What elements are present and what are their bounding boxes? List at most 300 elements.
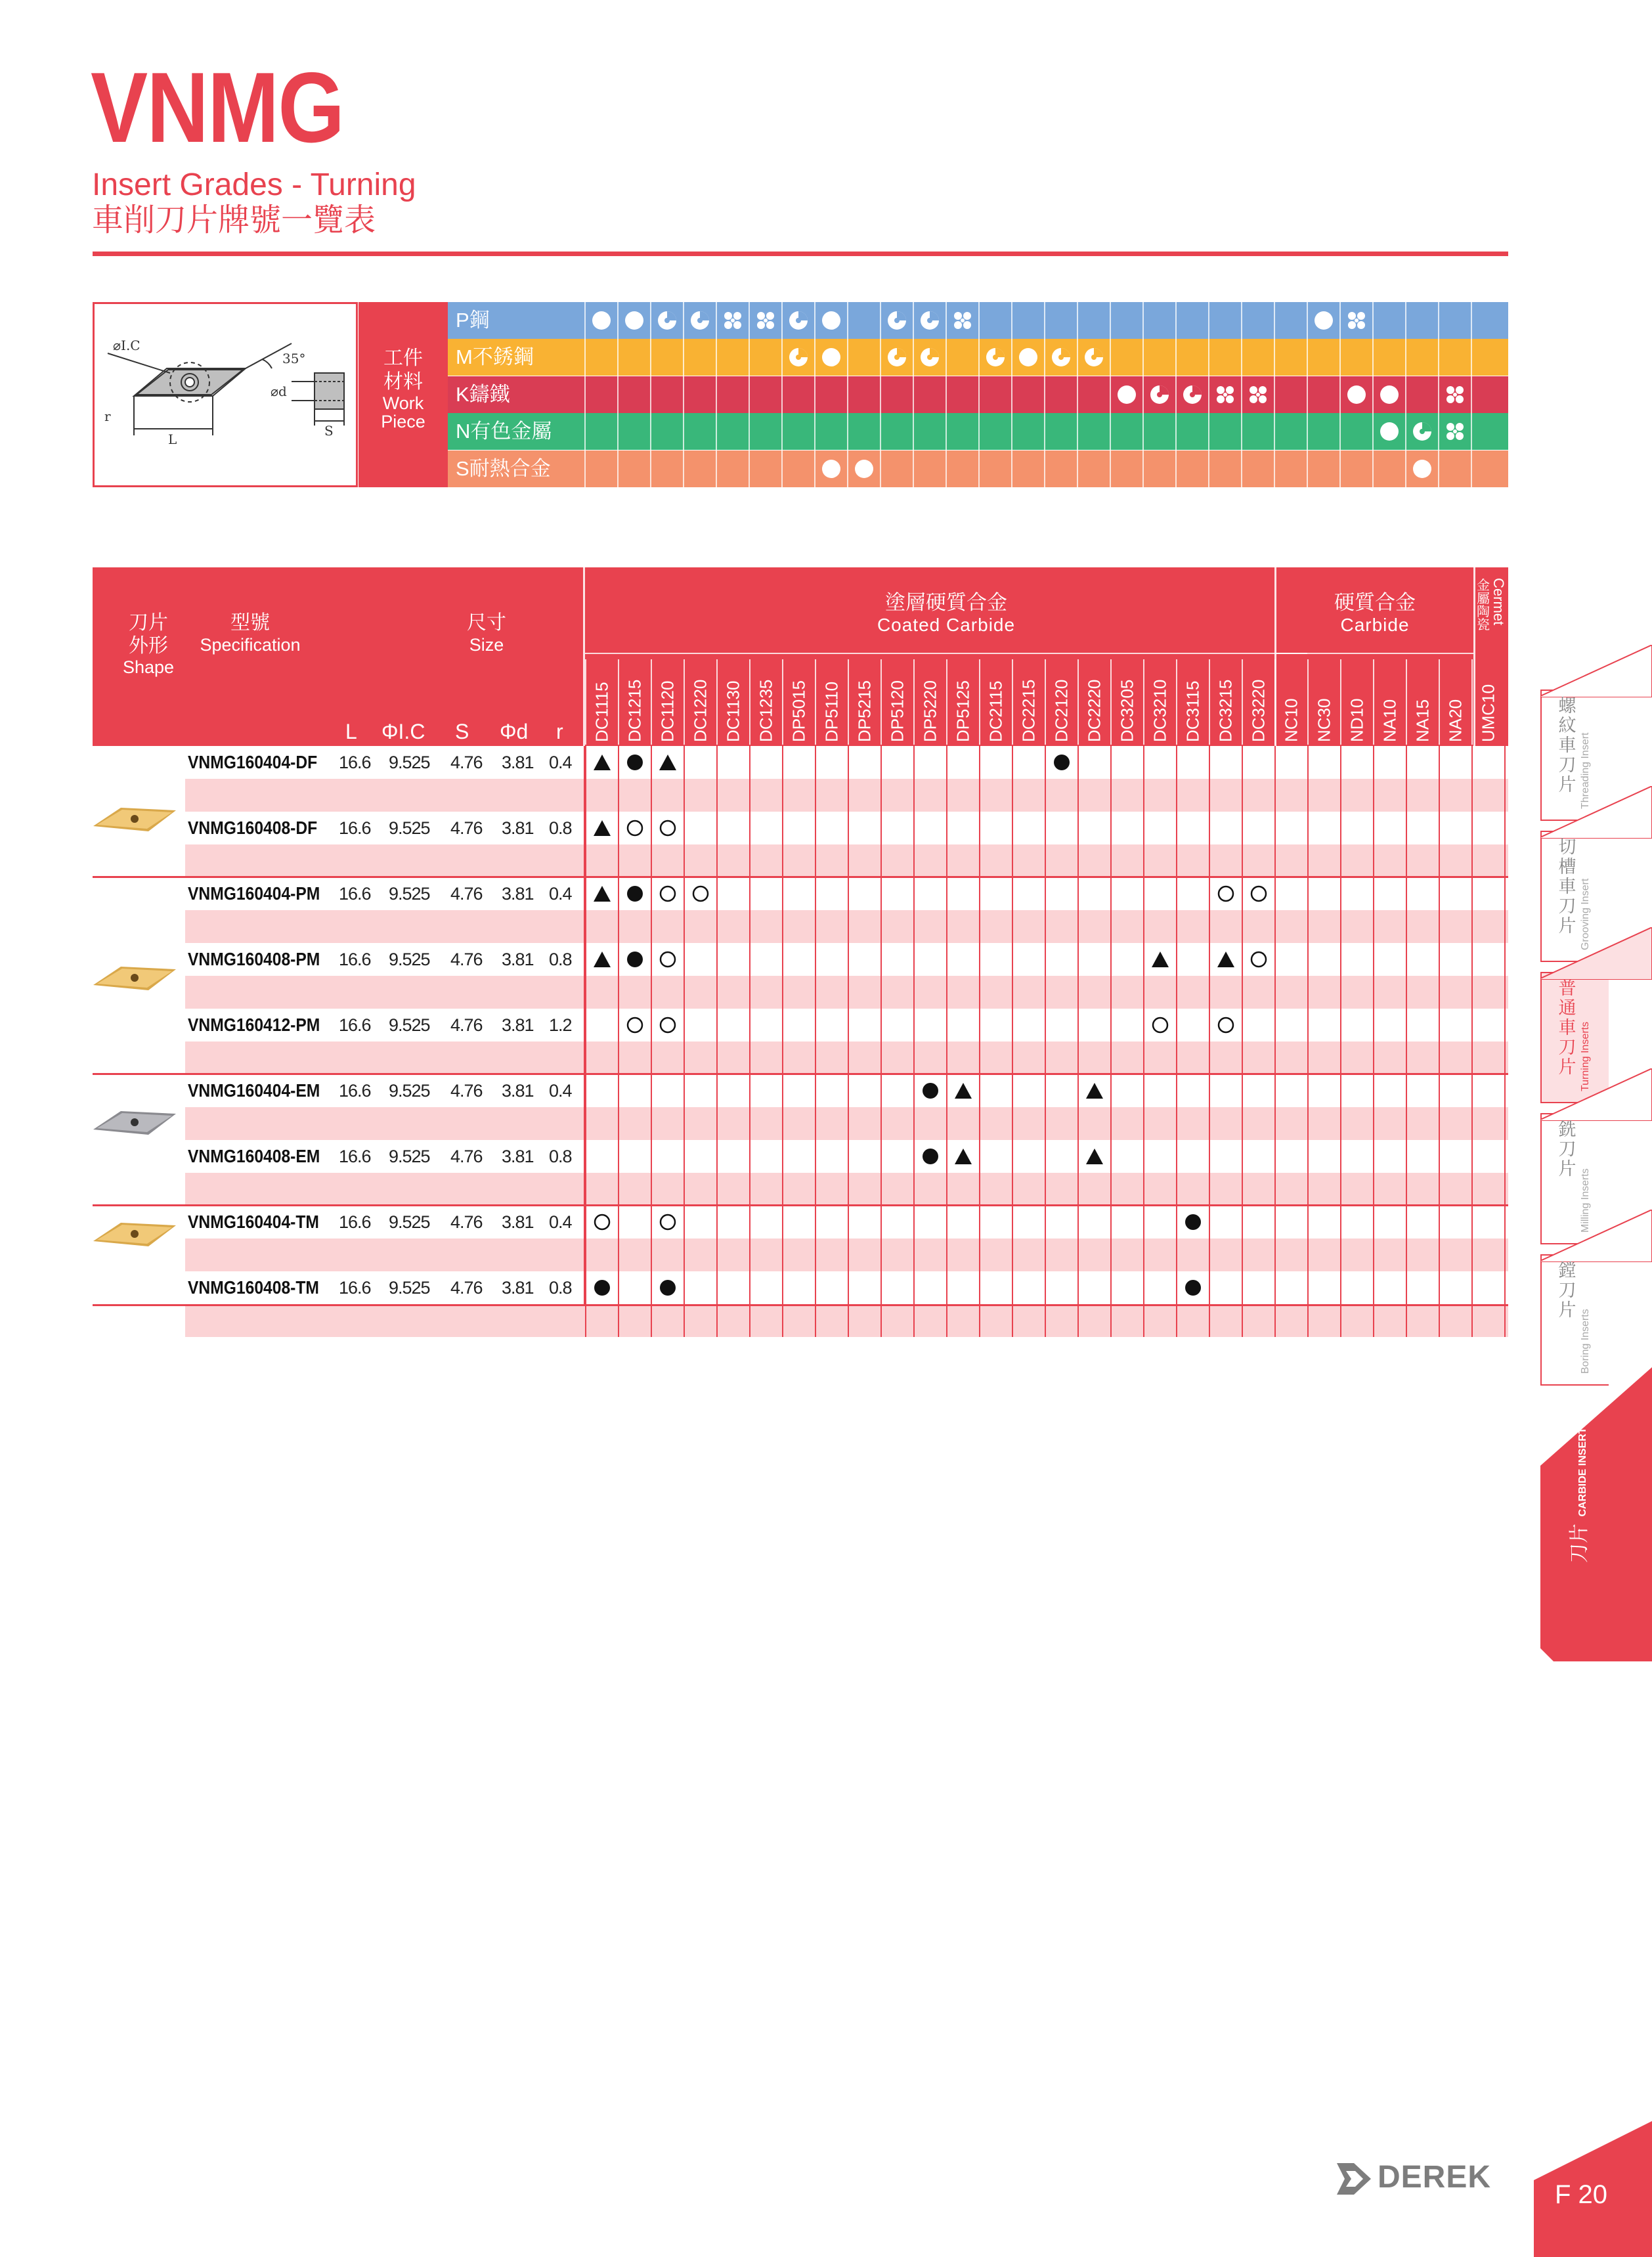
grade-cell [815, 1074, 848, 1107]
section-tab[interactable] [1540, 1346, 1652, 1675]
grade-cell [1242, 844, 1274, 877]
grade-cell [1406, 1206, 1439, 1238]
workpiece-cell [913, 450, 946, 487]
workpiece-cell [749, 450, 781, 487]
grade-cell [1012, 976, 1045, 1009]
grade-cell [651, 844, 684, 877]
grade-cell [684, 844, 716, 877]
spec-header-zh: 型號 [230, 612, 270, 634]
dimension-value: 4.76 [450, 1081, 483, 1101]
grade-cell [913, 1271, 946, 1304]
grade-cell [585, 746, 618, 779]
table-row-spacer [185, 910, 1508, 943]
side-tab-label-zh: 普通車刀片 [1558, 978, 1576, 1077]
grade-cell [1209, 1304, 1242, 1337]
workpiece-cell [1405, 376, 1438, 413]
grade-cell [1340, 1173, 1373, 1206]
svg-text:⌀d: ⌀d [271, 383, 287, 399]
grade-cell [684, 1173, 716, 1206]
grade-cell [1209, 1074, 1242, 1107]
grade-cell [1143, 1304, 1176, 1337]
grade-cell [1471, 1107, 1504, 1140]
grade-cell [1307, 1173, 1340, 1206]
side-tab-label-zh: 螺紋車刀片 [1558, 696, 1576, 795]
grade-cell [815, 1173, 848, 1206]
grade-column-header [880, 659, 913, 745]
suitability-icon [1444, 383, 1466, 406]
shape-header-zh-1: 刀片 [129, 612, 168, 634]
grade-cell [1012, 1041, 1045, 1074]
grade-cell [979, 976, 1012, 1009]
dimension-value: 3.81 [502, 1278, 534, 1298]
grade-cell [1012, 1304, 1045, 1337]
grade-cell [1209, 844, 1242, 877]
grade-cell [1307, 1009, 1340, 1041]
grade-cell [1012, 943, 1045, 976]
grade-cell [1143, 1107, 1176, 1140]
workpiece-cell [781, 339, 814, 376]
grade-cell [585, 976, 618, 1009]
workpiece-cell [1372, 450, 1405, 487]
grade-cell [1471, 976, 1504, 1009]
workpiece-cell [847, 413, 880, 450]
grade-cell [585, 910, 618, 943]
grade-cell [782, 1206, 815, 1238]
workpiece-cell [716, 413, 749, 450]
suitability-icon [1345, 309, 1368, 332]
grade-cell [1471, 1074, 1504, 1107]
grade-code: DC1120 [657, 680, 678, 742]
open-circle-icon [1249, 950, 1269, 969]
grade-cell [1439, 1206, 1471, 1238]
grade-cell [1077, 877, 1110, 910]
grade-cell [1045, 910, 1077, 943]
grade-cell [1242, 812, 1274, 844]
suitability-icon [689, 309, 711, 332]
suitability-icon [886, 346, 908, 368]
grade-cell [651, 746, 684, 779]
grade-code: DC3205 [1117, 679, 1137, 742]
suitability-icon [1411, 458, 1433, 480]
grade-cell [1471, 746, 1504, 779]
workpiece-cell [847, 302, 880, 339]
dimension-value: 16.6 [339, 1278, 371, 1298]
grade-cell [1439, 1041, 1471, 1074]
grade-column-header [913, 659, 946, 745]
workpiece-cell [1011, 450, 1044, 487]
workpiece-cell [913, 339, 946, 376]
grade-cell [1143, 877, 1176, 910]
grade-cell [848, 1107, 880, 1140]
dimension-value: 4.76 [450, 884, 483, 904]
workpiece-cell [749, 376, 781, 413]
suitability-icon [1345, 383, 1368, 406]
grade-cell [749, 1238, 782, 1271]
workpiece-cell [1110, 339, 1142, 376]
grade-code: NA15 [1412, 699, 1433, 742]
workpiece-cell [1011, 376, 1044, 413]
filled-circle-icon [592, 1278, 612, 1298]
grade-code: DC3215 [1215, 679, 1236, 742]
grade-cell [749, 1304, 782, 1337]
grade-cell [1110, 779, 1143, 812]
workpiece-cell [1208, 450, 1241, 487]
grade-cell [1110, 943, 1143, 976]
workpiece-cell [1372, 339, 1405, 376]
workpiece-cell [1471, 376, 1504, 413]
filled-circle-icon [625, 884, 645, 904]
grade-cell [1143, 1206, 1176, 1238]
workpiece-cell [617, 413, 650, 450]
grade-cell [1242, 877, 1274, 910]
grade-cell [1307, 779, 1340, 812]
insert-df-image [91, 801, 179, 839]
table-row-spacer [185, 844, 1508, 877]
grade-cell [848, 1009, 880, 1041]
dimension-value: 16.6 [339, 950, 371, 969]
grade-cell [1176, 1238, 1209, 1271]
grade-code: DC2120 [1051, 679, 1072, 742]
workpiece-cell [1405, 450, 1438, 487]
grade-cell [1439, 812, 1471, 844]
grade-cell [1307, 746, 1340, 779]
workpiece-cell [978, 339, 1011, 376]
grade-cell [1012, 1238, 1045, 1271]
tab-slant-icon [1540, 1210, 1652, 1262]
grade-cell [1110, 1140, 1143, 1173]
grade-cell [979, 779, 1012, 812]
grade-cell [1406, 1074, 1439, 1107]
grade-cell [1242, 1009, 1274, 1041]
open-circle-icon [691, 884, 710, 904]
grade-cell [979, 746, 1012, 779]
grade-cell [1045, 1271, 1077, 1304]
suitability-icon [886, 309, 908, 332]
suitability-icon [1083, 346, 1105, 368]
grade-cell [1143, 1140, 1176, 1173]
workpiece-cell [1405, 339, 1438, 376]
insert-dimension-diagram [93, 302, 358, 487]
grade-cell [1143, 943, 1176, 976]
coated-carbide-en: Coated Carbide [877, 614, 1016, 635]
grade-cell [782, 1173, 815, 1206]
dimension-value: 16.6 [339, 1081, 371, 1101]
dimension-value: 16.6 [339, 818, 371, 838]
grade-cell [1439, 1304, 1471, 1337]
grade-cell [815, 746, 848, 779]
grade-cell [1077, 976, 1110, 1009]
grade-column-header [1340, 659, 1373, 745]
grade-cell [749, 1271, 782, 1304]
grade-cell [1307, 910, 1340, 943]
grade-cell [782, 1074, 815, 1107]
grade-cell [1373, 1140, 1406, 1173]
grade-cell [716, 910, 749, 943]
grade-cell [1340, 1041, 1373, 1074]
grade-cell [651, 779, 684, 812]
grade-cell [749, 943, 782, 976]
grade-cell [1373, 943, 1406, 976]
grade-cell [1471, 910, 1504, 943]
insert-em-image [91, 1105, 179, 1143]
workpiece-cell [1142, 450, 1175, 487]
side-tab-label-en: Turning Inserts [1580, 1021, 1591, 1091]
grade-code: NC30 [1314, 698, 1334, 742]
grade-cell [1242, 1206, 1274, 1238]
workpiece-name: K鑄鐵 [456, 382, 510, 406]
grade-cell [979, 1173, 1012, 1206]
workpiece-cell [1142, 413, 1175, 450]
size-header-en: Size [469, 634, 504, 655]
grade-cell [1439, 943, 1471, 976]
grade-cell [1143, 910, 1176, 943]
grade-cell [880, 1009, 913, 1041]
suitability-icon [656, 309, 678, 332]
grade-cell [1077, 1140, 1110, 1173]
grade-cell [749, 976, 782, 1009]
grade-cell [815, 1009, 848, 1041]
workpiece-cell [1438, 339, 1471, 376]
grade-cell [1012, 1271, 1045, 1304]
svg-text:⌀I.C: ⌀I.C [113, 338, 141, 353]
grade-code: DC3220 [1248, 679, 1269, 742]
workpiece-cell [1175, 339, 1208, 376]
grade-cell [1176, 844, 1209, 877]
open-circle-icon [625, 1015, 645, 1035]
grade-cell [880, 943, 913, 976]
workpiece-cell [1110, 302, 1142, 339]
grade-cell [1340, 779, 1373, 812]
grade-cell [716, 1271, 749, 1304]
grade-cell [1242, 1074, 1274, 1107]
table-row-spacer [185, 1173, 1508, 1206]
suitability-icon [1378, 383, 1401, 406]
grade-cell [716, 1238, 749, 1271]
workpiece-cell [749, 339, 781, 376]
grade-cell [1406, 779, 1439, 812]
grade-column-header [1077, 659, 1110, 745]
grade-cell [1274, 877, 1307, 910]
grade-column-header [1176, 659, 1209, 745]
grade-column-header [1439, 659, 1471, 745]
grade-cell [946, 976, 979, 1009]
grade-cell [1143, 1238, 1176, 1271]
grade-cell [880, 877, 913, 910]
grade-cell [1176, 1009, 1209, 1041]
grade-cell [1110, 1107, 1143, 1140]
workpiece-cell [1307, 413, 1339, 450]
grade-cell [618, 910, 651, 943]
grade-cell [782, 1238, 815, 1271]
grade-code: DC2215 [1018, 679, 1039, 742]
grade-cell [684, 1271, 716, 1304]
table-row-spacer [185, 976, 1508, 1009]
grade-cell [716, 746, 749, 779]
grade-cell [749, 812, 782, 844]
dimension-value: 4.76 [450, 818, 483, 838]
dimension-value: 3.81 [502, 1212, 534, 1232]
workpiece-row [448, 339, 1508, 376]
grade-cell [749, 779, 782, 812]
workpiece-cell [1077, 413, 1110, 450]
grade-cell [946, 746, 979, 779]
derek-logo-icon [1336, 2160, 1372, 2197]
suitability-icon [754, 309, 777, 332]
grade-cell [815, 1041, 848, 1074]
grade-cell [1439, 844, 1471, 877]
workpiece-cell [1438, 302, 1471, 339]
grade-cell [749, 1009, 782, 1041]
workpiece-cell [1077, 339, 1110, 376]
workpiece-cell [1044, 413, 1077, 450]
triangle-icon [658, 753, 678, 772]
grade-cell [618, 844, 651, 877]
workpiece-cell [978, 413, 1011, 450]
workpiece-cell [1175, 413, 1208, 450]
grade-cell [716, 1074, 749, 1107]
grade-cell [946, 1140, 979, 1173]
triangle-icon [953, 1147, 973, 1166]
grade-cell [1045, 976, 1077, 1009]
svg-text:r: r [104, 408, 111, 424]
grade-code: DC3115 [1183, 680, 1203, 742]
grade-cell [1242, 1304, 1274, 1337]
grade-cell [1439, 1140, 1471, 1173]
workpiece-name: N有色金屬 [456, 420, 552, 443]
grade-cell [1373, 976, 1406, 1009]
grade-cell [1406, 746, 1439, 779]
grade-cell [1373, 1009, 1406, 1041]
grade-cell [1242, 779, 1274, 812]
workpiece-cell [847, 376, 880, 413]
workpiece-cell [1208, 376, 1241, 413]
tab-slant-icon [1540, 1068, 1652, 1121]
workpiece-cell [1339, 339, 1372, 376]
grade-cell [782, 910, 815, 943]
grade-cell [946, 1206, 979, 1238]
workpiece-row [448, 413, 1508, 450]
table-row [185, 1009, 1508, 1041]
grade-cell [618, 1206, 651, 1238]
side-tab-label-en: Grooving Insert [1580, 878, 1591, 950]
grade-cell [684, 746, 716, 779]
grade-cell [1143, 812, 1176, 844]
grade-column-header [684, 659, 716, 745]
workpiece-cell [880, 376, 913, 413]
workpiece-cell [814, 376, 847, 413]
grade-cell [585, 1107, 618, 1140]
table-row-spacer [185, 1238, 1508, 1271]
insert-spec: VNMG160408-PM [188, 949, 320, 969]
grade-cell [1242, 1140, 1274, 1173]
triangle-icon [1216, 950, 1236, 969]
grade-cell [815, 877, 848, 910]
workpiece-cell [617, 376, 650, 413]
grade-cell [1209, 1271, 1242, 1304]
grade-cell [651, 1206, 684, 1238]
grade-cell [979, 844, 1012, 877]
grade-cell [1274, 812, 1307, 844]
grade-cell [782, 1009, 815, 1041]
side-tab-label-en: Boring Inserts [1580, 1309, 1591, 1374]
grade-cell [684, 976, 716, 1009]
grade-cell [946, 812, 979, 844]
grade-cell [684, 1107, 716, 1140]
grade-cell [815, 943, 848, 976]
grade-cell [684, 1140, 716, 1173]
grade-column-header [782, 659, 815, 745]
grade-column-header [1274, 659, 1307, 745]
grade-column-header [1143, 659, 1176, 745]
grade-cell [782, 1271, 815, 1304]
dimension-value: 16.6 [339, 753, 371, 772]
workpiece-cell [683, 339, 716, 376]
grade-cell [651, 910, 684, 943]
page-title: VNMG [91, 52, 344, 164]
grade-cell [946, 1041, 979, 1074]
workpiece-cell [1471, 413, 1504, 450]
grade-cell [1274, 976, 1307, 1009]
grade-cell [1373, 1074, 1406, 1107]
grade-cell [1045, 1173, 1077, 1206]
grade-column-header [1110, 659, 1143, 745]
workpiece-cell [584, 450, 617, 487]
workpiece-cell [1274, 413, 1307, 450]
grade-column-header [1012, 659, 1045, 745]
grade-cell [1274, 1304, 1307, 1337]
workpiece-cell [1307, 302, 1339, 339]
workpiece-cell [781, 450, 814, 487]
subtitle-en: Insert Grades - Turning [92, 167, 416, 202]
dimension-value: 3.81 [502, 950, 534, 969]
grade-cell [979, 1304, 1012, 1337]
workpiece-cell [946, 339, 978, 376]
grade-cell [1209, 779, 1242, 812]
grade-cell [1471, 1238, 1504, 1271]
grade-cell [1143, 746, 1176, 779]
tab-slant-icon [1540, 645, 1652, 697]
grade-column-header [585, 659, 618, 745]
grade-cell [1340, 812, 1373, 844]
grade-cell [1012, 844, 1045, 877]
grade-cell [1274, 1173, 1307, 1206]
grade-cell [913, 943, 946, 976]
grade-column-header [848, 659, 880, 745]
dimension-value: 0.8 [549, 1147, 572, 1166]
table-row [185, 812, 1508, 844]
grade-cell [1471, 812, 1504, 844]
grade-cell [618, 746, 651, 779]
grade-code: DC1235 [756, 679, 776, 742]
grade-cell [782, 943, 815, 976]
grade-cell [1274, 844, 1307, 877]
grade-cell [585, 812, 618, 844]
grade-cell [815, 812, 848, 844]
grade-cell [1406, 976, 1439, 1009]
grade-cell [1439, 1074, 1471, 1107]
grade-cell [618, 943, 651, 976]
grade-cell [651, 1173, 684, 1206]
grade-cell [1045, 943, 1077, 976]
workpiece-cell [978, 302, 1011, 339]
workpiece-cell [1241, 302, 1274, 339]
grade-cell [651, 1238, 684, 1271]
grade-cell [618, 1238, 651, 1271]
grade-cell [1307, 812, 1340, 844]
grade-cell [913, 1206, 946, 1238]
grade-cell [1274, 1271, 1307, 1304]
grade-cell [684, 779, 716, 812]
